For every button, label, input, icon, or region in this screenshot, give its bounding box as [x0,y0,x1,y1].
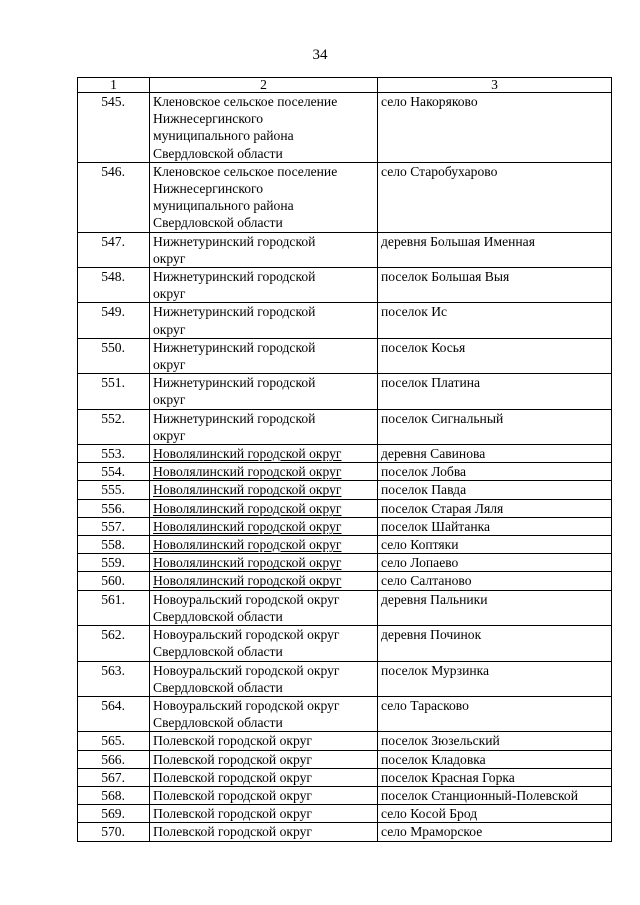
locality-cell: село Старобухарово [378,162,612,232]
municipality-cell [150,445,378,463]
municipality-cell [150,786,378,804]
municipality-line: Полевской городской округ [153,824,312,840]
row-number: 550. [78,338,150,373]
table-row [78,517,612,535]
row-number: 560. [78,572,150,590]
municipality-line: Полевской городской округ [153,733,312,749]
municipality-line: Полевской городской округ [153,806,312,822]
municipality-cell [150,303,378,338]
municipality-line: Нижнетуринский городской [153,233,316,249]
table-body [78,78,612,842]
municipality-line: округ [153,392,186,408]
municipality-line: Полевской городской округ [153,769,312,785]
locality-cell: поселок Лобва [378,463,612,481]
locality-cell: поселок Старая Ляля [378,499,612,517]
municipality-line: Новолялинский городской округ [153,446,342,462]
row-number: 564. [78,696,150,731]
row-number: 553. [78,445,150,463]
row-number: 563. [78,661,150,696]
municipality-line: Нижнетуринский городской [153,375,316,391]
locality-cell: поселок Мурзинка [378,661,612,696]
table-row [78,661,612,696]
municipality-line: муниципального района [153,128,294,144]
locality-cell: поселок Шайтанка [378,517,612,535]
locality-cell: поселок Павда [378,481,612,499]
locality-cell: поселок Большая Выя [378,268,612,303]
municipality-line: Нижнетуринский городской [153,339,316,355]
locality-cell: поселок Зюзельский [378,732,612,750]
locality-cell: деревня Починок [378,626,612,661]
municipality-cell [150,162,378,232]
municipality-line: округ [153,427,186,443]
municipality-line: Нижнесергинского [153,181,264,197]
locality-cell: деревня Савинова [378,445,612,463]
table-row [78,750,612,768]
municipality-cell [150,481,378,499]
table-row [78,162,612,232]
locality-cell: деревня Пальники [378,590,612,625]
municipality-cell [150,232,378,267]
page-number: 34 [312,47,328,63]
table-row [78,554,612,572]
municipality-line: Свердловской области [153,679,283,695]
municipality-line: Полевской городской округ [153,787,312,803]
municipality-line: Новоуральский городской округ [153,662,340,678]
row-number: 566. [78,750,150,768]
locality-cell: поселок Красная Горка [378,768,612,786]
municipality-cell [150,696,378,731]
municipality-line: Новолялинский городской округ [153,518,342,534]
row-number: 559. [78,554,150,572]
row-number: 556. [78,499,150,517]
locality-cell: поселок Кладовка [378,750,612,768]
municipality-line: Свердловской области [153,715,283,731]
column-header-1: 1 [78,78,150,93]
table-header-row [78,78,612,93]
municipality-cell [150,590,378,625]
table-row [78,626,612,661]
table-row [78,536,612,554]
municipality-line: Нижнетуринский городской [153,304,316,320]
municipality-cell [150,572,378,590]
municipality-line: Новоуральский городской округ [153,627,340,643]
municipality-line: Новолялинский городской округ [153,555,342,571]
locality-cell: поселок Платина [378,374,612,409]
localities-table [77,77,612,842]
row-number: 567. [78,768,150,786]
table-row [78,805,612,823]
row-number: 568. [78,786,150,804]
table-row [78,481,612,499]
locality-cell: село Лопаево [378,554,612,572]
row-number: 549. [78,303,150,338]
municipality-line: округ [153,321,186,337]
municipality-cell [150,463,378,481]
locality-cell: село Косой Брод [378,805,612,823]
table-row [78,732,612,750]
municipality-line: Свердловской области [153,644,283,660]
row-number: 555. [78,481,150,499]
row-number: 546. [78,162,150,232]
municipality-line: округ [153,286,186,302]
municipality-line: Полевской городской округ [153,751,312,767]
municipality-line: округ [153,357,186,373]
locality-cell: поселок Сигнальный [378,409,612,444]
row-number: 552. [78,409,150,444]
row-number: 547. [78,232,150,267]
municipality-cell [150,409,378,444]
row-number: 561. [78,590,150,625]
table-row [78,786,612,804]
locality-cell: поселок Станционный-Полевской [378,786,612,804]
municipality-cell [150,517,378,535]
municipality-cell [150,750,378,768]
municipality-cell [150,268,378,303]
municipality-line: муниципального района [153,198,294,214]
column-header-3: 3 [378,78,612,93]
table-row [78,696,612,731]
municipality-line: Свердловской области [153,145,283,161]
municipality-cell [150,338,378,373]
row-number: 565. [78,732,150,750]
row-number: 569. [78,805,150,823]
table-row [78,463,612,481]
locality-cell: село Накоряково [378,93,612,163]
locality-cell: поселок Ис [378,303,612,338]
municipality-line: Нижнетуринский городской [153,269,316,285]
municipality-line: Новолялинский городской округ [153,464,342,480]
municipality-line: Свердловской области [153,608,283,624]
municipality-line: Кленовское сельское поселение [153,163,338,179]
municipality-cell [150,554,378,572]
municipality-cell [150,93,378,163]
locality-cell: село Коптяки [378,536,612,554]
row-number: 562. [78,626,150,661]
municipality-line: Свердловской области [153,215,283,231]
row-number: 570. [78,823,150,841]
municipality-line: Новолялинский городской округ [153,573,342,589]
municipality-line: Нижнесергинского [153,111,264,127]
table-row [78,232,612,267]
locality-cell: деревня Большая Именная [378,232,612,267]
column-header-2: 2 [150,78,378,93]
municipality-cell [150,499,378,517]
municipality-cell [150,823,378,841]
municipality-line: Новолялинский городской округ [153,482,342,498]
municipality-line: Новолялинский городской округ [153,537,342,553]
table-row [78,445,612,463]
table-row [78,93,612,163]
municipality-line: Новоуральский городской округ [153,697,340,713]
table-row [78,303,612,338]
municipality-cell [150,661,378,696]
locality-cell: село Салтаново [378,572,612,590]
municipality-line: Новолялинский городской округ [153,500,342,516]
municipality-line: округ [153,250,186,266]
municipality-cell [150,805,378,823]
row-number: 554. [78,463,150,481]
table-row [78,768,612,786]
row-number: 558. [78,536,150,554]
municipality-cell [150,374,378,409]
municipality-line: Новоуральский городской округ [153,591,340,607]
row-number: 551. [78,374,150,409]
table-row [78,268,612,303]
row-number: 545. [78,93,150,163]
municipality-cell [150,536,378,554]
municipality-line: Кленовское сельское поселение [153,94,338,109]
row-number: 548. [78,268,150,303]
table-row [78,409,612,444]
municipality-line: Нижнетуринский городской [153,410,316,426]
table-row [78,499,612,517]
table-row [78,823,612,841]
locality-cell: село Тарасково [378,696,612,731]
table-row [78,338,612,373]
row-number: 557. [78,517,150,535]
table-row [78,590,612,625]
municipality-cell [150,732,378,750]
locality-cell: село Мраморское [378,823,612,841]
locality-cell: поселок Косья [378,338,612,373]
table-row [78,374,612,409]
table-row [78,572,612,590]
municipality-cell [150,768,378,786]
municipality-cell [150,626,378,661]
